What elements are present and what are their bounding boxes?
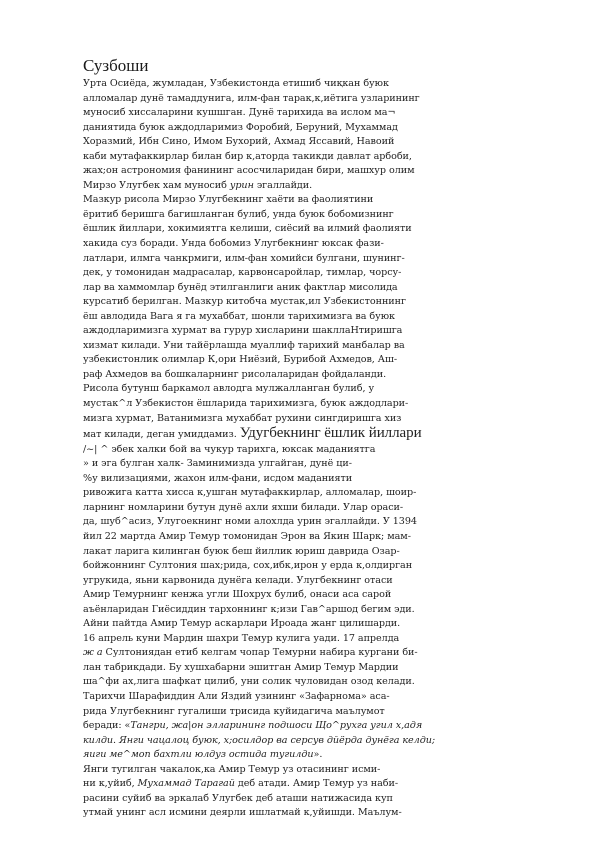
text-run: лакат ларига килинган буюк беш йиллик юриш даврида Озар- xyxy=(83,545,400,557)
text-run: Янги тугилган чакалок,ка Амир Темур уз отасининг исми- xyxy=(83,763,381,775)
text-run: ша^фи ах,лига шафкат цилиб, уни солик чуловидан озод келади. xyxy=(83,676,415,688)
text-line xyxy=(83,632,523,647)
text-run: ни к,уйиб, xyxy=(83,778,138,790)
text-line xyxy=(83,237,523,252)
italic-text: яиги ме^моп бахтли юлдуз остида тугилди xyxy=(83,749,314,761)
text-run: мат килади, деган умиддамиз. xyxy=(83,429,240,441)
text-run: лар ва хаммомлар бунёд этилганлиги аник фактлар мисолида xyxy=(83,281,398,293)
text-line xyxy=(83,545,523,560)
text-line xyxy=(83,324,523,339)
text-line xyxy=(83,675,523,690)
text-run: курсатиб берилган. Мазкур китобча мустак,ил Узбекистоннинг xyxy=(83,296,406,308)
text-line xyxy=(83,719,523,734)
text-run: эгаллайди. xyxy=(253,179,313,191)
text-line xyxy=(83,150,523,165)
text-run: Мирзо Улугбек хам муносиб xyxy=(83,179,230,191)
text-line xyxy=(83,501,523,516)
text-line xyxy=(83,588,523,603)
text-line xyxy=(83,252,523,267)
text-line xyxy=(83,310,523,325)
text-line xyxy=(83,472,523,487)
text-line xyxy=(83,603,523,618)
text-run: раф Ахмедов ва бошкаларнинг рисолаларидан фойдаланди. xyxy=(83,368,387,380)
text-line xyxy=(83,382,523,397)
text-line xyxy=(83,92,523,107)
text-line xyxy=(83,121,523,136)
text-run: рида Улугбекнинг гугалиши трисида куйидагича маълумот xyxy=(83,705,385,717)
text-run: угрукида, яьни карвонида дунёга келади. Улугбекнинг отаси xyxy=(83,574,393,586)
text-line xyxy=(83,179,523,194)
text-run: да, шуб^асиз, Улугоекнинг номи алохлда урин эгаллайди. У 1394 xyxy=(83,516,417,528)
text-line xyxy=(83,106,523,121)
text-run: ёшлик йиллари, хокимиятга келиши, сиёсий ва илмий фаолияти xyxy=(83,223,412,235)
text-run: ривожига катта хисса к,ушган мутафаккирлар, алломалар, шоир- xyxy=(83,487,417,499)
page-title: Сузбоши xyxy=(83,56,149,75)
text-line xyxy=(83,792,523,807)
text-line xyxy=(83,690,523,705)
text-run: ». xyxy=(313,749,323,761)
text-run: аждодларимизга хурмат ва гурур хисларини шакллаНтиришга xyxy=(83,325,403,337)
text-run: мизга хурмат, Ватанимизга мухаббат рухини сингдиришга хиз xyxy=(83,412,402,424)
text-line xyxy=(83,530,523,545)
text-run: узбекистонлик олимлар К,ори Ниёзий, Бурибой Ахмедов, Аш- xyxy=(83,354,398,366)
text-run: Тарихчи Шарафиддин Али Яздий узининг «Зафарнома» аса- xyxy=(83,690,390,702)
text-run: латлари, илмга чанкрмиги, илм-фан хомийси булгани, шунинг- xyxy=(83,252,405,264)
text-run: мустак^л Узбекистон ёшларида тарихимизга, буюк аждодлари- xyxy=(83,398,409,410)
text-line xyxy=(83,368,523,383)
text-line xyxy=(83,457,523,472)
text-run: Урта Осиёда, жумладан, Узбекистонда етишиб чиқкан буюк xyxy=(83,78,389,89)
italic-text: Тангри, жа|он элларининг подшоси Що^рухга угил х,адя xyxy=(130,720,423,732)
text-run: дек, у томонидан мадрасалар, карвонсаройлар, тимлар, чорсу- xyxy=(83,267,402,279)
text-run: каби мутафаккирлар билан бир к,аторда такикди давлат арбоби, xyxy=(83,150,412,162)
text-line xyxy=(83,281,523,296)
text-run: 16 апрель куни Мардин шахри Темур кулига уади. 17 апрелда xyxy=(83,632,400,644)
text-run: аъёнларидан Гиёсиддин тархоннинг к;изи Гав^аршод бегим эди. xyxy=(83,603,415,615)
text-run: муносиб хиссаларини кушшган. Дунё тарихида ва ислом ма¬ xyxy=(83,107,396,119)
text-run: Султониядан етиб келгам чопар Темурни набира кургани би- xyxy=(102,647,418,659)
text-line xyxy=(83,646,523,661)
text-run: алломалар дунё тамаддунига, илм-фан тарак,к,иётига узларининг xyxy=(83,92,420,104)
text-run: хизмат килади. Уни тайёрлашда муаллиф тарихий манбалар ва xyxy=(83,339,405,351)
text-line xyxy=(83,339,523,354)
text-line xyxy=(83,734,523,749)
text-line xyxy=(83,763,523,778)
text-run: Амир Темурнинг кенжа угли Шохрух булиб, онаси аса сарой xyxy=(83,589,392,601)
text-line xyxy=(83,486,523,501)
document-page xyxy=(83,56,523,821)
text-run: расини суйиб ва эркалаб Улугбек деб аташи натижасида куп xyxy=(83,792,393,804)
text-run: » и эга булган халк- Заминимизда улгайган, дунё ци- xyxy=(83,458,352,470)
text-run: Айни пайтда Амир Темур аскарлари Ироада жанг цилишарди. xyxy=(83,618,401,630)
text-run: %у вилизациями, жахон илм-фани, исдом маданияти xyxy=(83,472,353,484)
text-run: хакида суз боради. Унда бобомиз Улугбекнинг юксак фази- xyxy=(83,238,384,250)
text-line xyxy=(83,222,523,237)
text-line xyxy=(83,266,523,281)
text-run: лан табрикдади. Бу хушхабарни эшитган Амир Темур Мардии xyxy=(83,661,399,673)
text-line xyxy=(83,806,523,821)
text-run: Хоразмий, Ибн Сино, Имом Бухорий, Ахмад Яссавий, Навоий xyxy=(83,136,395,148)
text-line xyxy=(83,295,523,310)
text-run: даниятида буюк аждодларимиз Форобий, Беруний, Мухаммад xyxy=(83,121,398,133)
italic-text: ж а xyxy=(83,647,103,659)
text-line xyxy=(83,777,523,792)
text-run: ларнинг номларини бутун дунё ахли яхши билади. Улар ораси- xyxy=(83,501,404,513)
section-heading: Удугбекнинг ёшлик йиллари xyxy=(239,425,422,442)
text-line xyxy=(83,193,523,208)
text-line xyxy=(83,705,523,720)
text-line xyxy=(83,353,523,368)
text-run: беради: « xyxy=(83,720,131,732)
text-line xyxy=(83,397,523,412)
text-line xyxy=(83,748,523,763)
text-run: утмай унинг асл исмини деярли ишлатмай к,уйишди. Маълум- xyxy=(83,807,402,819)
text-line xyxy=(83,574,523,589)
text-run: ёш авлодида Вага я га мухаббат, шонли тарихимизга ва буюк xyxy=(83,310,395,322)
text-line xyxy=(83,412,523,427)
text-line xyxy=(83,515,523,530)
text-run: деб атади. Амир Темур уз наби- xyxy=(234,778,399,790)
text-run: ёритиб беришга багишланган булиб, унда буюк бобомизнинг xyxy=(83,208,394,220)
text-line xyxy=(83,559,523,574)
text-run: йил 22 мартда Амир Темур томонидан Эрон ва Якин Шарк; мам- xyxy=(83,530,411,542)
italic-text: килди. Янги чацалоц буюк, х;осилдор ва серсув дйёрда дунёга келди; xyxy=(83,734,436,746)
text-run: жах;он астрономия фанининг асосчиларидан бири, машхур олим xyxy=(83,165,415,177)
body-text xyxy=(83,77,523,821)
text-line xyxy=(83,77,523,92)
text-line xyxy=(83,208,523,223)
italic-text: урин xyxy=(229,179,254,191)
text-line xyxy=(83,443,523,458)
text-line xyxy=(83,164,523,179)
text-line xyxy=(83,135,523,150)
text-run: /~| ^ эбек халки бой ва чукур тарихга, юксак маданиятга xyxy=(83,443,376,455)
italic-text: Мухаммад Тарагай xyxy=(137,778,235,790)
text-run: Рисола бутунш баркамол авлодга мулжалланган булиб, у xyxy=(83,383,375,395)
text-line xyxy=(83,617,523,632)
text-run: бойжоннинг Султония шах;рида, сох,ибк,ирон у ерда к,олдирган xyxy=(83,560,413,572)
text-run: Мазкур рисола Мирзо Улугбекнинг хаёти ва фаолиятини xyxy=(83,194,374,206)
text-line xyxy=(83,661,523,676)
text-line xyxy=(83,426,523,443)
